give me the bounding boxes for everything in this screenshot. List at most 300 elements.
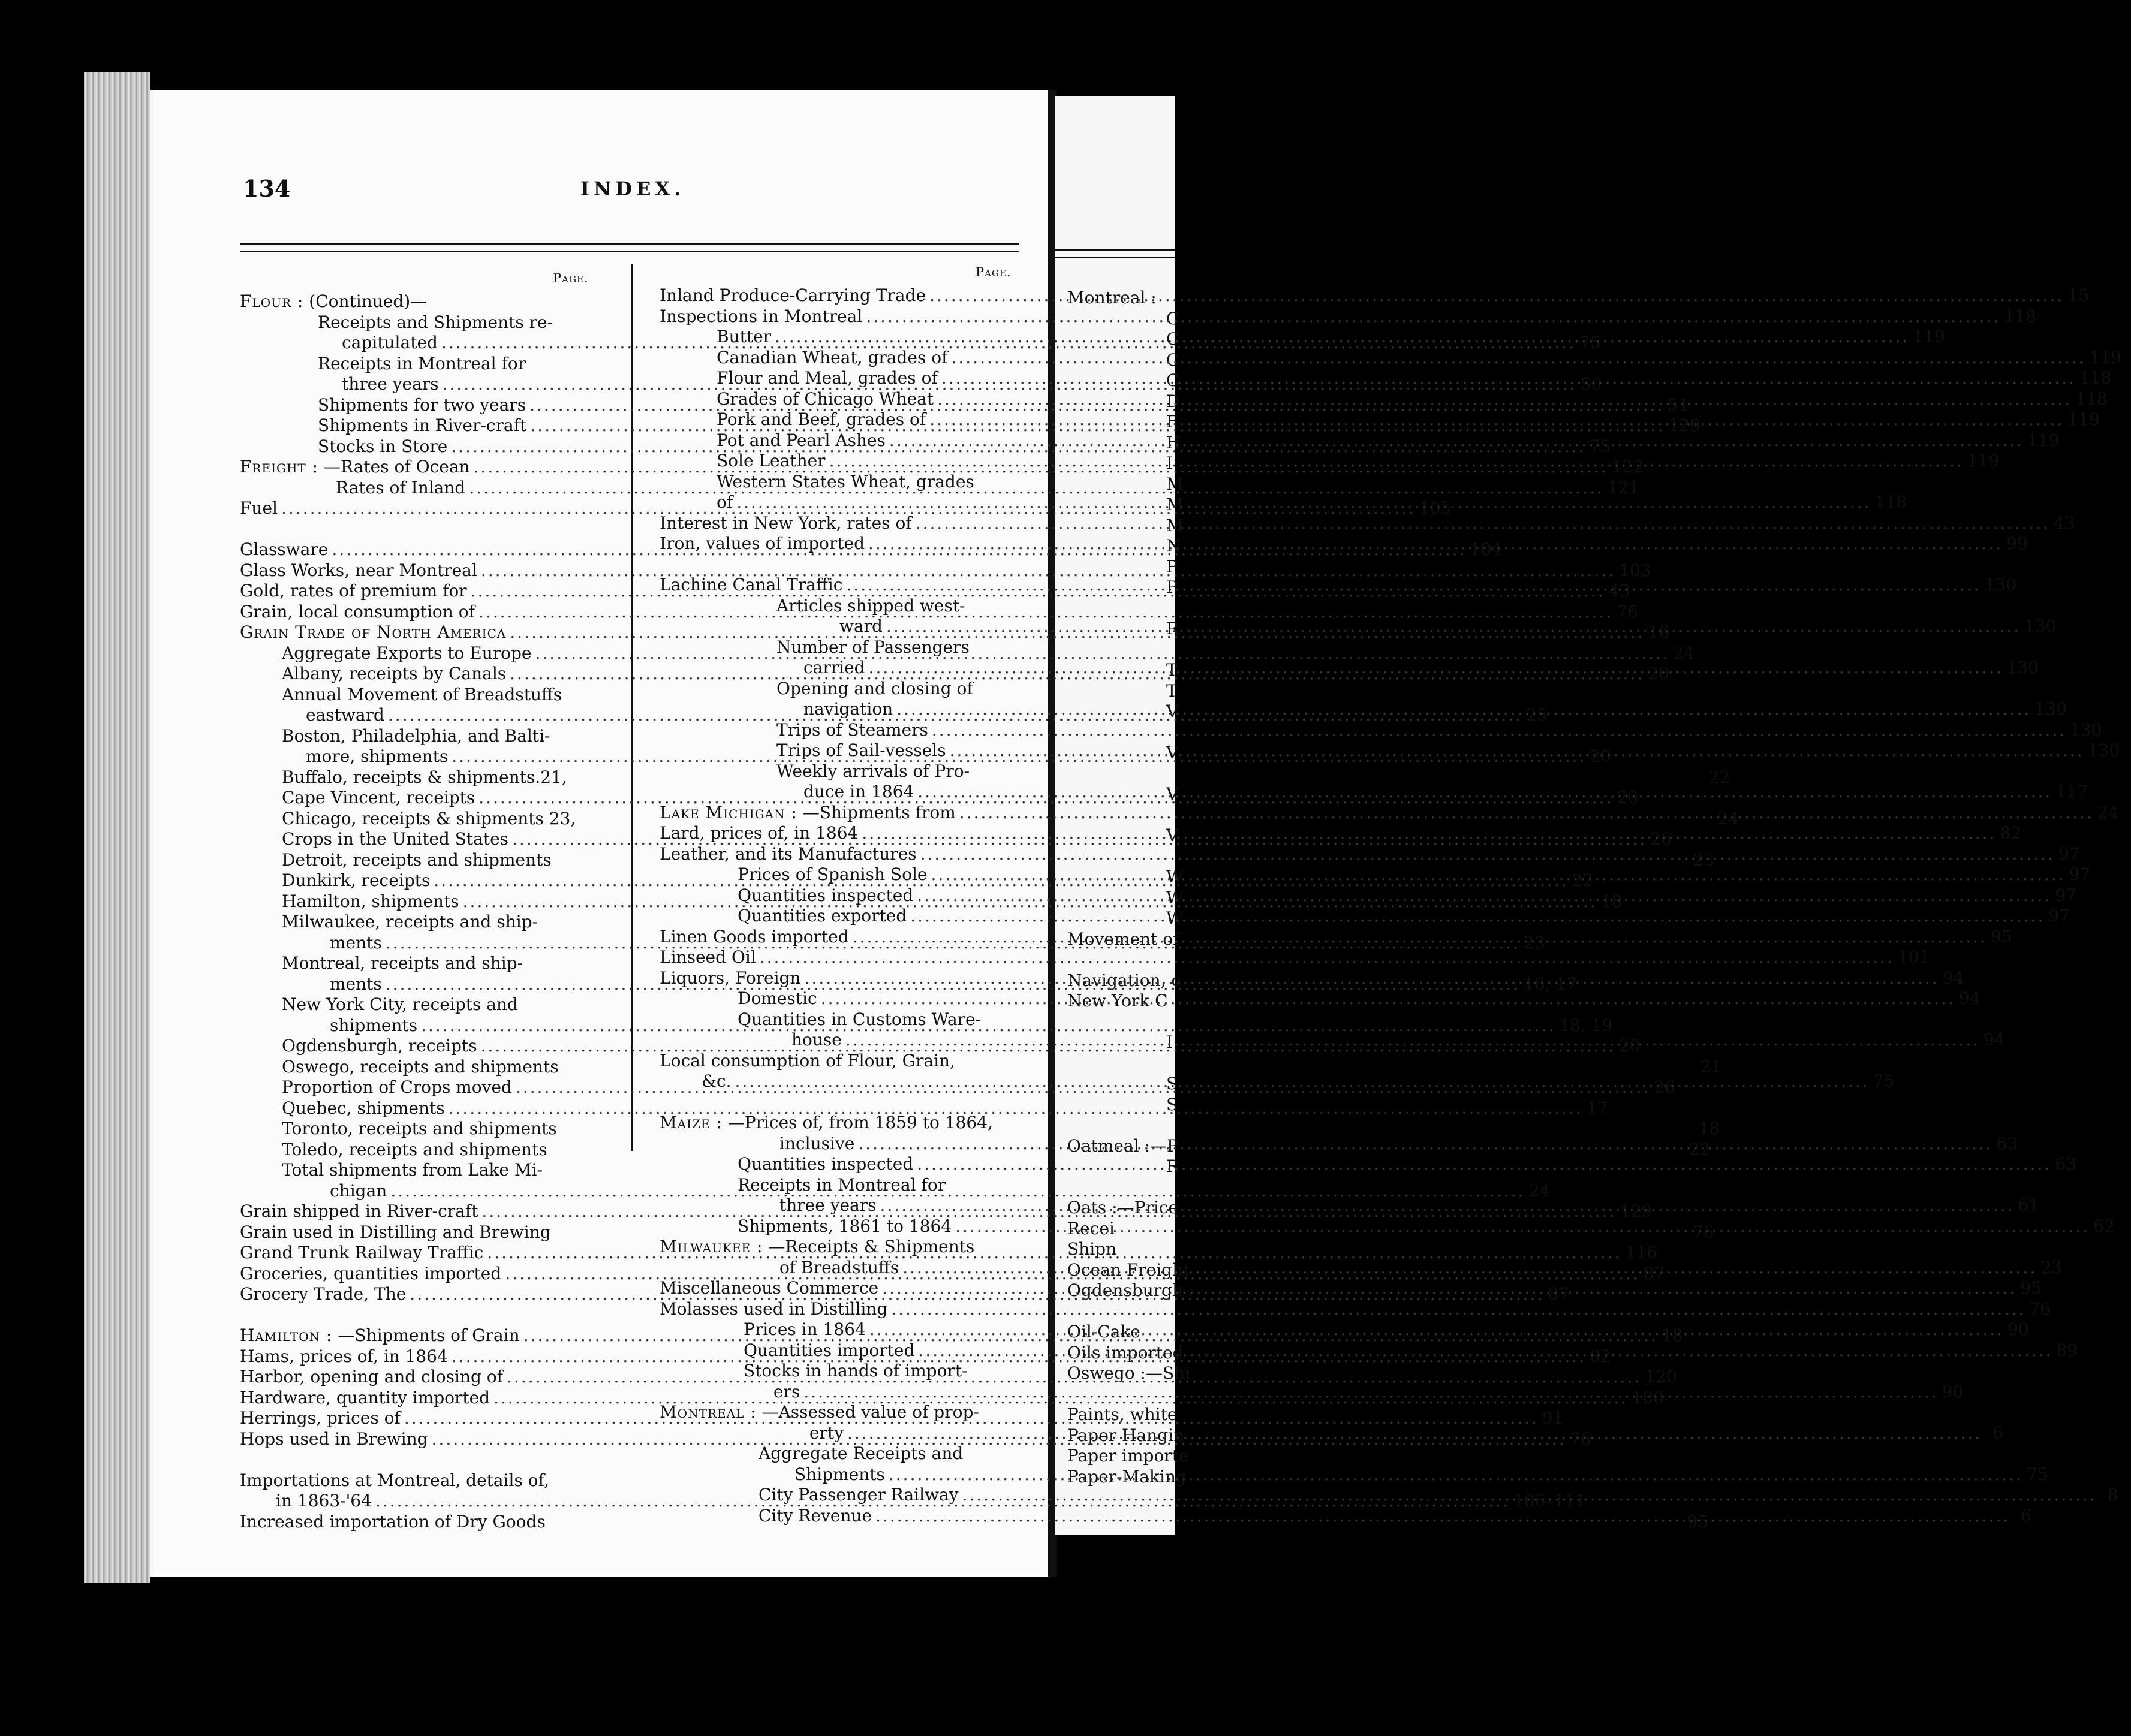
index-entry: [240, 1098, 1608, 1119]
entry-text: [738, 1009, 981, 1029]
entry-page-number: 82: [1589, 1346, 1611, 1366]
entry-page-number: 20: [1590, 746, 1612, 766]
entry-text: [240, 1222, 551, 1242]
leader-dots: [886, 616, 2021, 636]
entry-page-number: 15: [2067, 285, 2089, 305]
entry-label: Local consumption of Flour, Grain,: [660, 1050, 955, 1071]
entry-page-number: 118: [2075, 388, 2108, 409]
entry-text: [240, 1325, 520, 1345]
facing-page-text: P: [1166, 577, 1178, 597]
entry-page-number: 120: [1645, 1367, 1677, 1387]
entry-label: Pork and Beef, grades of: [717, 409, 926, 429]
facing-page-text: Ocean Freight: [1067, 1259, 1190, 1280]
entry-label: Shipments, 1861 to 1864: [738, 1216, 952, 1236]
entry-text: [282, 870, 430, 890]
entry-page-number: 119: [1913, 327, 1945, 346]
entry-text: [276, 1491, 372, 1511]
header-rule: [240, 243, 1019, 245]
right-page-column-header: Page.: [976, 265, 1012, 279]
entry-text: [282, 1098, 445, 1118]
index-entry: [660, 1361, 1025, 1382]
entry-label: Grain shipped in River-craft: [240, 1201, 478, 1221]
entry-text: [282, 664, 506, 683]
entry-label: Quantities inspected: [738, 885, 914, 905]
entry-label: &c.: [702, 1071, 732, 1091]
facing-page-text: Movement of: [1067, 929, 1179, 949]
entry-text: [282, 829, 508, 849]
entry-label: navigation: [803, 699, 893, 719]
entry-page-number: 75: [1873, 1071, 1895, 1091]
facing-page-text: C: [1166, 370, 1179, 390]
entry-page-number: 94: [1958, 988, 1980, 1008]
entry-page-number: 62: [2093, 1216, 2115, 1236]
leader-dots: [920, 844, 2055, 864]
entry-label: three years: [342, 374, 439, 394]
entry-page-number: 119: [2067, 409, 2100, 429]
entry-label: Quantities in Customs Ware-: [738, 1009, 982, 1029]
index-entry: [660, 1113, 1025, 1134]
entry-text: [744, 1340, 914, 1360]
entry-heading: Freight :: [240, 457, 319, 477]
entry-text: [240, 602, 475, 622]
entry-page-number: 43: [2053, 513, 2075, 533]
entry-label: Stocks in hands of import-: [744, 1361, 968, 1381]
index-entry: [240, 1160, 606, 1181]
entry-label: Ogdensburgh, receipts: [282, 1036, 477, 1056]
entry-label: Grand Trunk Railway Traffic: [240, 1243, 484, 1262]
entry-label: Toronto, receipts and shipments: [282, 1119, 557, 1138]
entry-page-number: 104: [1470, 540, 1502, 559]
entry-label: Glass Works, near Montreal: [240, 560, 477, 580]
leader-dots: [959, 803, 2094, 822]
entry-label: Aggregate Exports to Europe: [282, 643, 532, 663]
entry-label: Gold, rates of premium for: [240, 581, 467, 601]
entry-text: [773, 1382, 800, 1402]
entry-text: [660, 947, 756, 967]
entry-label: Receipts in Montreal for: [738, 1174, 946, 1195]
index-entry: [660, 679, 1025, 700]
entry-page-number: 17: [1586, 1098, 1608, 1118]
entry-label: —Shipments from: [802, 802, 956, 822]
entry-text: [282, 788, 475, 807]
entry-heading: Maize :: [660, 1113, 723, 1132]
entry-label: Crops in the United States: [282, 829, 509, 849]
entry-label: Hamilton, shipments: [282, 891, 459, 911]
leader-dots: [858, 1134, 1992, 1153]
entry-label: Grocery Trade, The: [240, 1284, 407, 1304]
entry-label: Dunkirk, receipts: [282, 870, 431, 890]
entry-label: Oswego, receipts and shipments: [282, 1056, 559, 1077]
index-entry: [660, 1051, 1025, 1072]
facing-page-text: Oats :—Price: [1067, 1198, 1179, 1217]
leader-dots: [880, 1195, 2015, 1215]
entry-label: Miscellaneous Commerce: [660, 1278, 879, 1298]
facing-page-text: I: [1166, 1032, 1173, 1052]
entry-label: Opening and closing of: [776, 678, 973, 698]
facing-page-text: Ogdensburgh :: [1067, 1280, 1194, 1300]
entry-page-number: 6: [1992, 1422, 2004, 1443]
entry-text: [240, 1367, 503, 1387]
entry-text: [342, 333, 438, 352]
facing-page-text: [1067, 764, 1194, 785]
entry-text: [660, 1402, 979, 1422]
entry-label: —Assessed value of prop-: [761, 1402, 979, 1422]
entry-text: [717, 492, 733, 512]
entry-text: [318, 312, 553, 332]
entry-label: Trips of Sail-vessels: [776, 740, 946, 760]
entry-page-number: 50: [1580, 374, 1602, 394]
entry-label: Fuel: [240, 498, 278, 518]
entry-page-number: 87: [1548, 1284, 1570, 1304]
entry-label: Proportion of Crops moved: [282, 1077, 512, 1097]
entry-page-number: 43: [1608, 581, 1630, 601]
entry-text: [744, 1319, 866, 1339]
entry-label: house: [791, 1030, 842, 1050]
entry-page-number: 89: [2056, 1340, 2078, 1360]
leader-dots: [889, 1464, 2023, 1484]
entry-text: [240, 1512, 546, 1532]
index-entry: [660, 1237, 1025, 1258]
facing-page-text: S: [1166, 1094, 1178, 1114]
entry-page-number: 119: [1967, 451, 2000, 471]
entry-text: [776, 596, 965, 616]
entry-label: three years: [779, 1195, 877, 1215]
entry-page-number: 20: [1618, 1036, 1641, 1056]
entry-label: Glassware: [240, 540, 329, 559]
index-entry: [660, 472, 1025, 493]
index-entry: [240, 1077, 1675, 1098]
index-entry: [660, 596, 1025, 617]
entry-text: [282, 1119, 557, 1138]
leader-dots: [736, 492, 1871, 512]
entry-label: of Breadstuffs: [779, 1257, 899, 1277]
leader-dots: [853, 927, 1987, 947]
leader-dots: [868, 534, 2003, 553]
entry-text: [336, 478, 465, 498]
header-rule-thin: [240, 251, 1019, 252]
entry-label: Milwaukee, receipts and ship-: [282, 912, 538, 932]
entry-label: carried: [803, 658, 865, 677]
entry-text: [717, 327, 771, 346]
leader-dots: [862, 823, 1996, 843]
entry-label: Inspections in Montreal: [660, 306, 863, 326]
entry-label: Western States Wheat, grades: [717, 471, 974, 492]
entry-text: [240, 622, 506, 642]
entry-text: [660, 803, 956, 822]
leader-dots: [929, 285, 2064, 305]
entry-heading: Hamilton :: [240, 1325, 333, 1345]
entry-page-number: 18: [1698, 1119, 1720, 1138]
entry-page-number: 118: [2079, 368, 2112, 388]
entry-page-number: 20: [1617, 788, 1639, 807]
entry-label: Pot and Pearl Ashes: [717, 430, 886, 450]
entry-label: of: [717, 492, 733, 512]
leader-dots: [941, 368, 2076, 388]
entry-label: Buffalo, receipts & shipments.21,: [282, 767, 567, 787]
entry-label: —Rates of Ocean: [323, 457, 470, 477]
entry-label: Increased importation of Dry Goods: [240, 1511, 546, 1532]
entry-text: [282, 1057, 559, 1077]
leader-dots: [847, 1423, 1982, 1443]
facing-page-text: T: [1166, 660, 1178, 680]
entry-text: [240, 457, 470, 477]
index-entry: [660, 802, 2119, 824]
entry-page-number: 76: [2029, 1298, 2051, 1319]
entry-page-number: 63: [1996, 1133, 2018, 1153]
entry-page-number: 95: [1687, 1511, 1709, 1532]
entry-page-number: 6: [2021, 1505, 2032, 1526]
entry-text: [282, 809, 576, 828]
entry-text: [779, 1134, 854, 1153]
leader-dots: [846, 575, 1980, 595]
facing-page-text: R: [1166, 619, 1179, 638]
entry-text: [318, 436, 447, 456]
entry-page-number: 24: [1528, 1180, 1551, 1201]
entry-label: Prices in 1864: [744, 1319, 866, 1339]
entry-label: Total shipments from Lake Mi-: [282, 1160, 543, 1180]
entry-text: [282, 891, 459, 911]
leader-dots: [869, 658, 2003, 677]
leader-dots: [845, 1030, 1980, 1050]
entry-text: [282, 643, 532, 663]
entry-label: ments: [330, 932, 382, 953]
entry-text: [282, 1140, 547, 1159]
entry-page-number: 106–111: [1513, 1491, 1586, 1511]
entry-text: [240, 581, 467, 601]
leader-dots: [869, 1319, 2004, 1339]
facing-page-text: Paper-Making: [1067, 1466, 1187, 1487]
facing-header-rule-thin: [1055, 257, 1175, 258]
entry-text: [660, 285, 926, 305]
facing-header-rule: [1055, 249, 1175, 251]
entry-heading: Milwaukee :: [660, 1237, 763, 1256]
index-entry: [660, 1175, 1025, 1196]
entry-page-number: 118: [1874, 492, 1907, 512]
index-entry: [240, 685, 606, 706]
entry-text: [330, 974, 382, 994]
leader-dots: [805, 968, 1939, 988]
entry-label: Linseed Oil: [660, 947, 756, 967]
entry-text: [779, 1258, 899, 1277]
index-entry: [240, 912, 606, 933]
entry-page-number: 18: [1600, 891, 1623, 911]
leader-dots: [962, 1485, 2097, 1505]
entry-text: [717, 472, 974, 492]
entry-text: [282, 1036, 477, 1056]
entry-text: [839, 616, 883, 636]
entry-label: Lachine Canal Traffic: [660, 575, 843, 595]
index-entry: [660, 947, 1930, 968]
entry-label: —Prices of, from 1859 to 1864,: [727, 1113, 993, 1132]
entry-label: Interest in New York, rates of: [660, 513, 912, 533]
entry-text: [660, 844, 917, 864]
entry-text: [744, 1361, 968, 1381]
entry-text: [717, 409, 926, 429]
entry-label: City Revenue: [759, 1505, 872, 1526]
entry-label: Inland Produce-Carrying Trade: [660, 285, 926, 305]
entry-heading: Flour :: [240, 291, 304, 311]
leader-dots: [882, 1278, 2016, 1298]
entry-label: Montreal, receipts and ship-: [282, 953, 523, 973]
entry-text: [240, 1264, 501, 1283]
entry-text: [660, 823, 858, 843]
entry-label: Grades of Chicago Wheat: [717, 388, 934, 409]
facing-page-text: Navigation, o: [1067, 970, 1182, 990]
leader-dots: [918, 1340, 2052, 1360]
index-entry: [660, 1009, 1025, 1030]
entry-page-number: 97: [2069, 864, 2091, 884]
index-entry: [240, 519, 606, 540]
leader-dots: [775, 327, 1909, 346]
entry-text: [318, 395, 526, 415]
entry-page-number: 91: [1542, 1408, 1564, 1428]
facing-page-text: P: [1166, 556, 1178, 577]
entry-page-number: 117: [2055, 782, 2088, 801]
facing-page-text: T: [1166, 680, 1178, 701]
entry-page-number: 8: [2107, 1485, 2118, 1505]
entry-label: Articles shipped west-: [776, 595, 965, 616]
entry-page-number: 97: [2048, 906, 2070, 926]
entry-page-number: 95: [2020, 1278, 2042, 1298]
entry-page-number: 130: [2087, 740, 2120, 760]
entry-text: [803, 782, 914, 801]
facing-page-text: V: [1166, 784, 1179, 804]
entry-page-number: 75: [2027, 1464, 2048, 1484]
facing-page-text: M: [1166, 495, 1184, 514]
entry-label: Shipments for two years: [318, 394, 526, 415]
entry-label: Butter: [717, 327, 772, 346]
leader-dots: [955, 1216, 2090, 1236]
facing-page-text: Paints, white: [1067, 1405, 1178, 1424]
entry-label: Rates of Inland: [336, 477, 466, 498]
entry-label: eastward: [306, 705, 384, 725]
entry-label: Quebec, shipments: [282, 1098, 445, 1118]
facing-page-text: Shipn: [1067, 1239, 1117, 1259]
leader-dots: [760, 947, 1894, 967]
entry-label: erty: [809, 1422, 844, 1443]
entry-label: City Passenger Railway: [759, 1485, 959, 1505]
entry-label: Albany, receipts by Canals: [282, 664, 507, 683]
entry-page-number: 22: [1688, 1139, 1711, 1159]
leader-dots: [896, 699, 2031, 719]
entry-page-number: 118: [2004, 306, 2036, 326]
entry-page-number: 24: [2097, 802, 2119, 822]
entry-label: capitulated: [342, 333, 438, 352]
entry-page-number: 87: [1643, 1263, 1665, 1283]
entry-page-number: 94: [1942, 968, 1964, 988]
entry-label: Aggregate Receipts and: [759, 1443, 964, 1463]
entry-label: Number of Passengers: [776, 637, 970, 657]
leader-dots: [902, 1258, 2037, 1277]
entry-page-number: 90: [1942, 1381, 1964, 1402]
index-entry: [240, 560, 1651, 581]
entry-text: [318, 415, 526, 435]
leader-dots: [891, 1299, 2025, 1319]
entry-page-number: 75: [1589, 436, 1611, 456]
entry-label: Weekly arrivals of Pro-: [776, 761, 970, 781]
entry-text: [240, 1470, 549, 1490]
entry-text: [738, 988, 817, 1008]
entry-label: Leather, and its Manufactures: [660, 843, 917, 864]
leader-dots: [803, 1382, 1938, 1402]
entry-text: [240, 1346, 448, 1366]
entry-text: [240, 1243, 483, 1262]
entry-text: [282, 953, 523, 973]
page-title: INDEX.: [580, 177, 685, 200]
entry-label: Linen Goods imported: [660, 926, 849, 947]
facing-page-text: Montreal :: [1067, 288, 1157, 308]
entry-text: [776, 679, 973, 698]
entry-label: Receipts in Montreal for: [318, 353, 526, 373]
entry-text: [660, 968, 801, 988]
entry-page-number: 24: [1717, 808, 1739, 828]
entry-page-number: 99: [2006, 534, 2028, 553]
entry-label: in 1863-'64: [276, 1491, 372, 1511]
leader-dots: [929, 409, 2064, 429]
entry-page-number: 130: [2070, 719, 2102, 740]
entry-label: Iron, values of imported: [660, 534, 865, 553]
facing-page-text: M: [1166, 515, 1184, 535]
entry-label: Receipts and Shipments re-: [318, 312, 553, 332]
entry-text: [342, 374, 439, 394]
entry-page-number: 94: [1983, 1030, 2005, 1050]
facing-page-text: New York C: [1067, 991, 1168, 1011]
index-entry: [660, 761, 1025, 782]
entry-text: [306, 705, 384, 725]
entry-text: [759, 1443, 963, 1463]
entry-label: Sole Leather: [717, 451, 826, 471]
entry-page-number: 23: [1693, 849, 1715, 870]
entry-text: [738, 864, 927, 884]
entry-label: more, shipments: [306, 746, 449, 766]
facing-page-text: [1067, 1115, 1194, 1136]
left-page-column-header: Page.: [553, 271, 589, 285]
entry-page-number: 116: [1625, 1243, 1657, 1262]
entry-page-number: 51: [1668, 394, 1689, 415]
entry-page-number: 130: [2034, 699, 2067, 719]
entry-label: Quantities inspected: [738, 1154, 914, 1174]
entry-page-number: 129: [1668, 415, 1700, 435]
entry-text: [282, 685, 562, 704]
entry-text: [282, 912, 538, 932]
facing-page-text: D: [1166, 391, 1180, 411]
entry-page-number: 95: [1990, 926, 2012, 947]
entry-text: [717, 389, 934, 409]
facing-page-text: F: [1166, 412, 1178, 432]
entry-label: shipments: [330, 1015, 418, 1035]
entry-text: [240, 1284, 406, 1304]
entry-text: [717, 451, 826, 471]
entry-page-number: 119: [2027, 430, 2060, 450]
entry-text: [759, 1506, 872, 1526]
facing-page-text: Oswego :—Shi: [1067, 1363, 1191, 1383]
facing-page-text: I: [1166, 453, 1173, 473]
entry-text: [776, 761, 970, 781]
entry-page-number: 100: [1632, 1387, 1664, 1408]
entry-label: Harbor, opening and closing of: [240, 1367, 504, 1387]
leader-dots: [917, 782, 2052, 801]
entry-text: [794, 1464, 885, 1484]
entry-label: Herrings, prices of: [240, 1408, 401, 1428]
entry-label: Hams, prices of, in 1864: [240, 1346, 448, 1366]
entry-text: [282, 850, 552, 870]
entry-page-number: 129: [1620, 1201, 1653, 1221]
entry-label: Quantities imported: [744, 1340, 915, 1360]
entry-label: Chicago, receipts & shipments 23,: [282, 808, 576, 828]
index-entry: [660, 513, 2075, 534]
index-entry: [660, 554, 1025, 575]
leader-dots: [917, 1154, 2051, 1174]
